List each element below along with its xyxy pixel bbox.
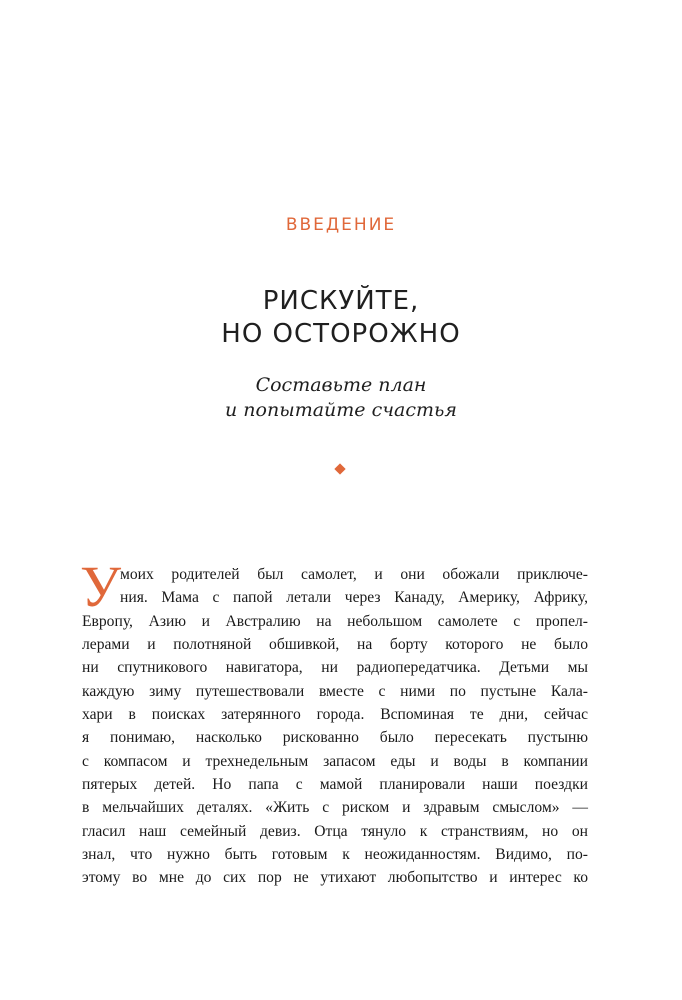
paragraph-line: пятерых детей. Но папа с мамой планировали наши поездки (82, 776, 588, 794)
paragraph-line: моих родителей был самолет, и они обожали приключе- (120, 566, 588, 583)
chapter-title-line-1: РИСКУЙТЕ, (262, 286, 420, 316)
paragraph-line: каждую зиму путешествовали вместе с ними по пустыне Кала- (82, 682, 588, 700)
chapter-subtitle-line-2: и попытайте счастья (225, 399, 457, 421)
paragraph-line: я понимаю, насколько рискованно было пересекать пустыню (82, 729, 588, 747)
paragraph-line: ни спутникового навигатора, ни радиопередатчика. Детьми мы (82, 659, 588, 677)
paragraph-line: знал, что нужно быть готовым к неожиданностям. Видимо, по- (82, 846, 588, 864)
paragraph-line: Европу, Азию и Австралию на небольшом самолете с пропел- (82, 612, 588, 630)
chapter-subtitle-line-1: Составьте план (255, 374, 427, 396)
paragraph-line: с компасом и трехнедельным запасом еды и воды в компании (82, 752, 588, 770)
chapter-title-line-2: НО ОСТОРОЖНО (221, 319, 461, 349)
diamond-icon (334, 463, 345, 474)
drop-cap: У (80, 554, 122, 619)
chapter-kicker: ВВЕДЕНИЕ (285, 215, 397, 235)
body-paragraph (80, 554, 588, 890)
paragraph-line: гласил наш семейный девиз. Отца тянуло к странствиям, но он (82, 822, 588, 840)
paragraph-line: лерами и полотняной обшивкой, на борту которого не было (82, 636, 588, 654)
paragraph-line: в мельчайших деталях. «Жить с риском и здравым смыслом» — (82, 799, 588, 817)
paragraph-line: хари в поисках затерянного города. Вспоминая те дни, сейчас (82, 706, 588, 724)
paragraph-line: ния. Мама с папой летали через Канаду, Америку, Африку, (120, 589, 588, 607)
chapter-title (0, 285, 682, 351)
paragraph-line: этому во мне до сих пор не утихают любопытство и интерес ко (82, 869, 588, 887)
chapter-subtitle (0, 373, 682, 423)
